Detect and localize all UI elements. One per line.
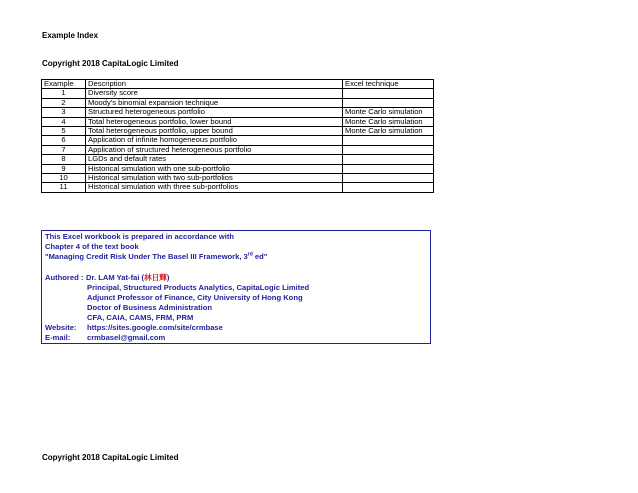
credential-2: Adjunct Professor of Finance, City University of Hong Kong xyxy=(87,293,303,302)
author-name xyxy=(86,273,169,283)
description-cell: Total heterogeneous portfolio, lower bound xyxy=(86,117,343,126)
description-cell: Structured heterogeneous portfolio xyxy=(86,108,343,117)
email-link[interactable]: crmbasel@gmail.com xyxy=(87,333,166,342)
excel-technique-cell: Monte Carlo simulation xyxy=(343,108,434,117)
table-row xyxy=(42,98,434,107)
table-header-row xyxy=(42,80,434,89)
book-title xyxy=(45,252,267,262)
table-row xyxy=(42,183,434,192)
author-name-text: Dr. LAM Yat-fai ( xyxy=(86,273,145,282)
description-cell: Application of infinite homogeneous portfolio xyxy=(86,136,343,145)
example-number-cell: 4 xyxy=(42,117,86,126)
table-row xyxy=(42,136,434,145)
description-cell: Total heterogeneous portfolio, upper bound xyxy=(86,127,343,136)
excel-technique-cell xyxy=(343,183,434,192)
example-number-cell: 6 xyxy=(42,136,86,145)
excel-technique-cell xyxy=(343,98,434,107)
example-number-cell: 2 xyxy=(42,98,86,107)
authored-label: Authored : xyxy=(45,273,84,282)
book-title-text: "Managing Credit Risk Under The Basel III Framework, 3 xyxy=(45,252,248,261)
excel-technique-cell: Monte Carlo simulation xyxy=(343,127,434,136)
header-description: Description xyxy=(86,80,343,89)
credential-4: CFA, CAIA, CAMS, FRM, PRM xyxy=(87,313,194,322)
table-row xyxy=(42,108,434,117)
author-name-close: ) xyxy=(166,273,170,282)
example-number-cell: 3 xyxy=(42,108,86,117)
book-title-sup: rd xyxy=(247,251,253,258)
author-chinese-name: 林日輝 xyxy=(144,273,167,282)
example-number-cell: 11 xyxy=(42,183,86,192)
description-cell: Historical simulation with two sub-portfolios xyxy=(86,174,343,183)
example-number-cell: 8 xyxy=(42,155,86,164)
table-row xyxy=(42,174,434,183)
excel-technique-cell xyxy=(343,155,434,164)
excel-technique-cell xyxy=(343,136,434,145)
description-cell: Historical simulation with three sub-portfolios xyxy=(86,183,343,192)
table-row xyxy=(42,155,434,164)
table-row xyxy=(42,164,434,173)
book-title-end: ed" xyxy=(252,252,268,261)
description-cell: LGDs and default rates xyxy=(86,155,343,164)
website-label: Website: xyxy=(45,323,77,332)
table-row xyxy=(42,127,434,136)
example-number-cell: 9 xyxy=(42,164,86,173)
header-example: Example xyxy=(42,80,86,89)
table-row xyxy=(42,89,434,98)
info-line-2: Chapter 4 of the text book xyxy=(45,242,139,251)
example-number-cell: 1 xyxy=(42,89,86,98)
copyright-bottom: Copyright 2018 CapitaLogic Limited xyxy=(42,453,179,462)
example-index-table xyxy=(41,79,434,193)
excel-technique-cell: Monte Carlo simulation xyxy=(343,117,434,126)
description-cell: Application of structured heterogeneous portfolio xyxy=(86,145,343,154)
excel-technique-cell xyxy=(343,89,434,98)
page-title: Example Index xyxy=(42,31,99,40)
description-cell: Moody's binomial expansion technique xyxy=(86,98,343,107)
example-number-cell: 7 xyxy=(42,145,86,154)
credential-1: Principal, Structured Products Analytics, CapitaLogic Limited xyxy=(87,283,310,292)
example-number-cell: 10 xyxy=(42,174,86,183)
email-label: E-mail: xyxy=(45,333,71,342)
website-link[interactable]: https://sites.google.com/site/crmbase xyxy=(87,323,223,332)
table-body xyxy=(42,89,434,192)
info-line-1: This Excel workbook is prepared in accordance with xyxy=(45,232,235,241)
description-cell: Historical simulation with one sub-portfolio xyxy=(86,164,343,173)
info-box xyxy=(41,230,431,344)
example-number-cell: 5 xyxy=(42,127,86,136)
header-excel-technique: Excel technique xyxy=(343,80,434,89)
excel-technique-cell xyxy=(343,174,434,183)
credential-3: Doctor of Business Administration xyxy=(87,303,213,312)
description-cell: Diversity score xyxy=(86,89,343,98)
excel-technique-cell xyxy=(343,164,434,173)
table-row xyxy=(42,117,434,126)
copyright-top: Copyright 2018 CapitaLogic Limited xyxy=(42,59,179,68)
excel-technique-cell xyxy=(343,145,434,154)
table-row xyxy=(42,145,434,154)
